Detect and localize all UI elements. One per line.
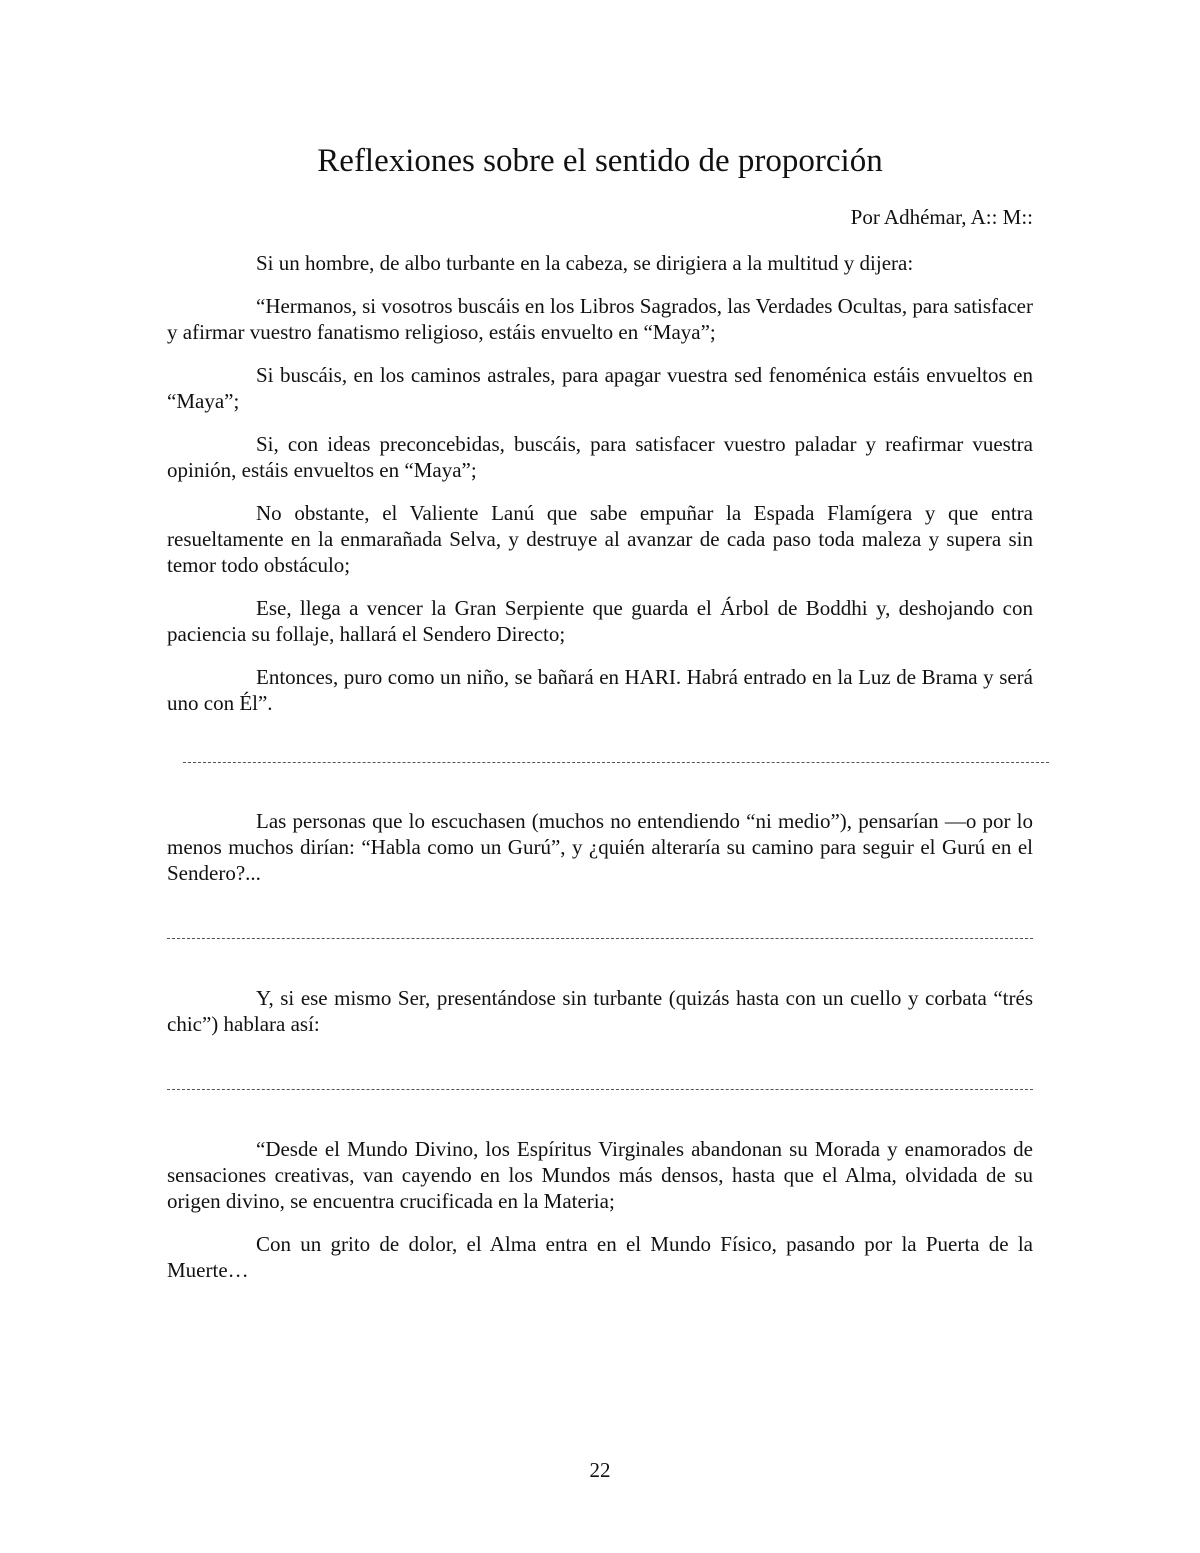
paragraph: Ese, llega a vencer la Gran Serpiente que guarda el Árbol de Boddhi y, deshojando con paciencia su follaje, hallará el Sendero Directo; [167, 596, 1033, 646]
page-title: Reflexiones sobre el sentido de proporción [317, 143, 883, 179]
section-divider [167, 938, 1033, 939]
section-divider [183, 762, 1049, 763]
paragraph: Entonces, puro como un niño, se bañará en HARI. Habrá entrado en la Luz de Brama y será uno con Él”. [167, 665, 1033, 715]
paragraph: “Desde el Mundo Divino, los Espíritus Virginales abandonan su Morada y enamorados de sensaciones creativas, van cayendo en los Mundos más densos, hasta que el Alma, olvidada de su origen divino, se encuentra crucificada en la Materia; [167, 1137, 1033, 1213]
paragraph: Las personas que lo escuchasen (muchos no entendiendo “ni medio”), pensarían —o por lo menos muchos dirían: “Habla como un Gurú”, y ¿quién alteraría su camino para seguir el Gurú en el Sendero?... [167, 809, 1033, 885]
paragraph: Y, si ese mismo Ser, presentándose sin turbante (quizás hasta con un cuello y corbata “trés chic”) hablara así: [167, 986, 1033, 1036]
page-number: 22 [589, 1458, 611, 1482]
paragraph: Con un grito de dolor, el Alma entra en el Mundo Físico, pasando por la Puerta de la Muerte… [167, 1232, 1033, 1282]
page-content [167, 140, 1033, 1300]
paragraph: “Hermanos, si vosotros buscáis en los Libros Sagrados, las Verdades Ocultas, para satisfacer y afirmar vuestro fanatismo religioso, estáis envuelto en “Maya”; [167, 294, 1033, 344]
paragraph: Si buscáis, en los caminos astrales, para apagar vuestra sed fenoménica estáis envueltos en “Maya”; [167, 363, 1033, 413]
paragraph: Si, con ideas preconcebidas, buscáis, para satisfacer vuestro paladar y reafirmar vuestra opinión, estáis envueltos en “Maya”; [167, 432, 1033, 482]
section-divider [167, 1089, 1033, 1090]
paragraph: Si un hombre, de albo turbante en la cabeza, se dirigiera a la multitud y dijera: [256, 251, 914, 275]
paragraph: No obstante, el Valiente Lanú que sabe empuñar la Espada Flamígera y que entra resueltamente en la enmarañada Selva, y destruye al avanzar de cada paso toda maleza y supera sin temor todo obstáculo; [167, 501, 1033, 577]
author-byline: Por Adhémar, A:: M:: [850, 205, 1033, 229]
